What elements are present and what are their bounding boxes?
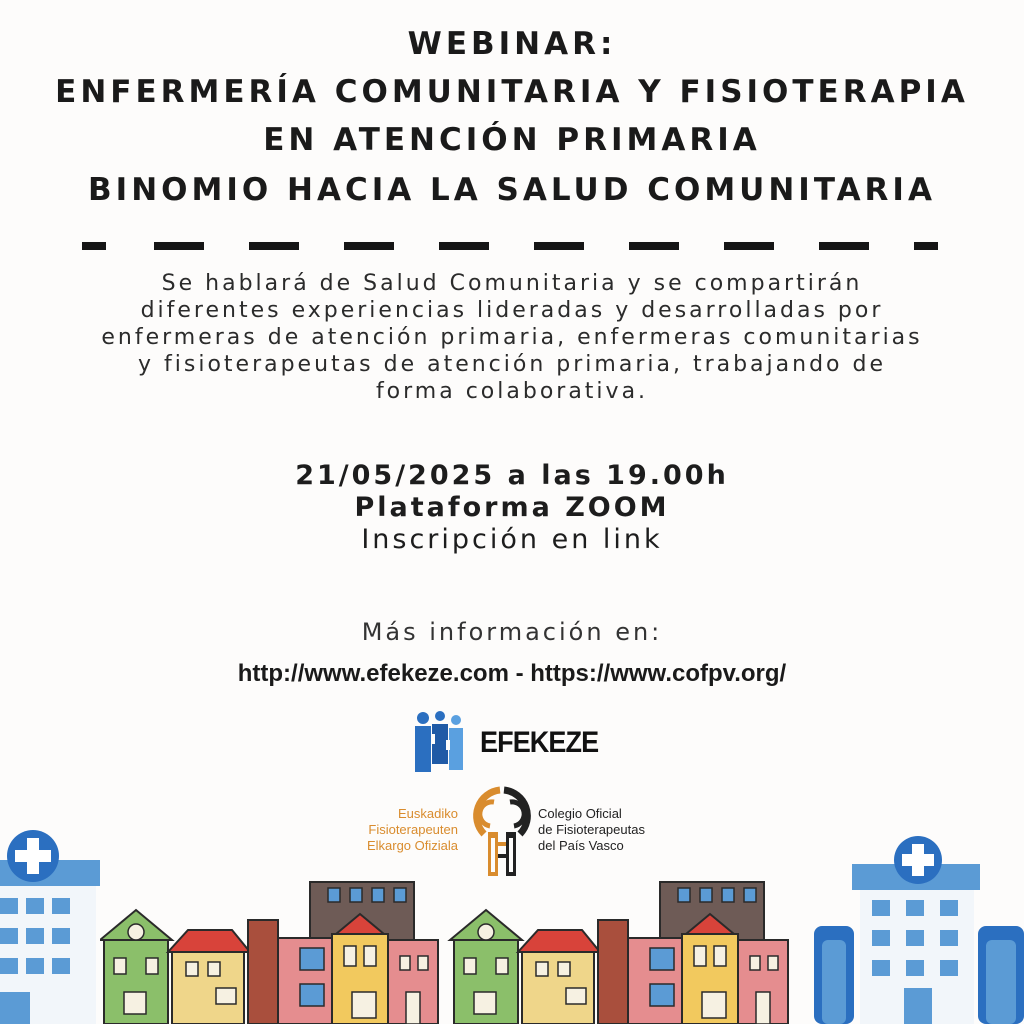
title-line-4: BINOMIO HACIA LA SALUD COMUNITARIA <box>88 172 936 208</box>
hospital-icon <box>0 826 106 1024</box>
title-line-3: EN ATENCIÓN PRIMARIA <box>263 122 761 158</box>
event-platform: Plataforma ZOOM <box>354 492 670 523</box>
event-registration: Inscripción en link <box>361 524 663 555</box>
title-line-2: ENFERMERÍA COMUNITARIA Y FISIOTERAPIA <box>55 74 969 110</box>
description-line-4: y fisioterapeutas de atención primaria, trabajando de <box>138 352 886 377</box>
more-info-links[interactable]: http://www.efekeze.com - https://www.cofpv.org/ <box>237 660 787 687</box>
efekeze-logo-text: EFEKEZE <box>480 726 599 759</box>
description-line-1: Se hablará de Salud Comunitaria y se compartirán <box>161 271 863 296</box>
cofpv-basque-name: Euskadiko Fisioterapeuten Elkargo Ofiziala <box>366 806 458 853</box>
town-houses-illustration <box>100 880 810 1024</box>
cofpv-spanish-name: Colegio Oficial de Fisioterapeutas del País Vasco <box>538 806 645 853</box>
hospital-icon <box>810 836 1024 1024</box>
event-datetime: 21/05/2025 a las 19.00h <box>295 460 729 491</box>
description-line-3: enfermeras de atención primaria, enfermeras comunitarias <box>101 325 923 350</box>
description-line-5: forma colaborativa. <box>375 379 649 404</box>
title-webinar: WEBINAR: <box>407 26 617 62</box>
efekeze-logo-icon <box>412 710 468 772</box>
cofpv-key-logo-icon <box>470 786 534 878</box>
more-info-label: Más información en: <box>361 618 663 646</box>
description-line-2: diferentes experiencias lideradas y desarrolladas por <box>140 298 884 323</box>
dashed-divider <box>82 238 942 254</box>
